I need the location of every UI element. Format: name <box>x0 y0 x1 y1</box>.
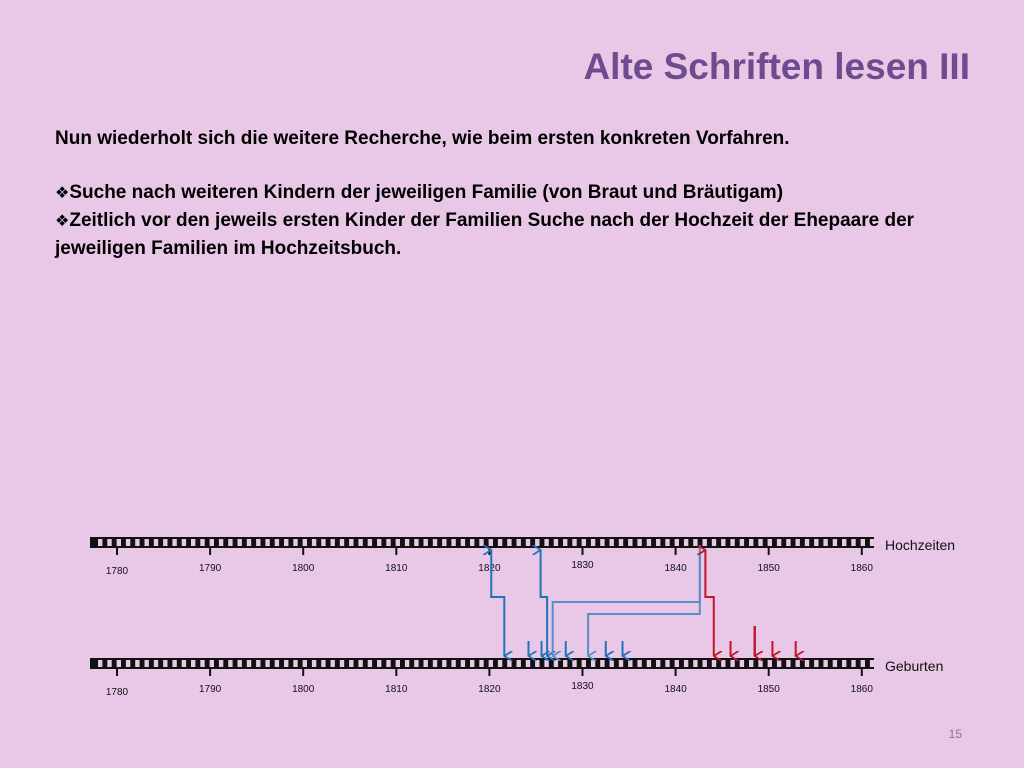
bullet-2-text: Zeitlich vor den jeweils ersten Kinder der Familien Suche nach der Hochzeit der Ehepaare der jeweiligen Familien im Hochzeitsbuch. <box>55 210 915 259</box>
weddings-film-hole <box>507 539 511 546</box>
weddings-film-hole <box>498 539 502 546</box>
weddings-film-hole <box>293 539 297 546</box>
births-film-hole <box>293 660 297 667</box>
weddings-film-hole <box>656 539 660 546</box>
births-film-hole <box>796 660 800 667</box>
weddings-film-hole <box>796 539 800 546</box>
births-film-hole <box>117 660 121 667</box>
bullet-1-text: Suche nach weiteren Kindern der jeweiligen Familie (von Braut und Bräutigam) <box>69 182 784 203</box>
weddings-tick-label-1820: 1820 <box>478 563 501 574</box>
births-film-hole <box>833 660 837 667</box>
weddings-film-hole <box>331 539 335 546</box>
births-film-hole <box>256 660 260 667</box>
weddings-film-hole <box>98 539 102 546</box>
intro-paragraph: Nun wiederholt sich die weitere Recherche, wie beim ersten konkreten Vorfahren. <box>55 128 790 149</box>
weddings-film-hole <box>191 539 195 546</box>
weddings-film-hole <box>721 539 725 546</box>
weddings-film-hole <box>712 539 716 546</box>
births-tick-label-1820: 1820 <box>478 684 501 695</box>
weddings-film-hole <box>619 539 623 546</box>
births-film-hole <box>721 660 725 667</box>
weddings-film-hole <box>703 539 707 546</box>
births-film-hole <box>758 660 762 667</box>
weddings-tick-label-1860: 1860 <box>850 563 873 574</box>
page-number: 15 <box>948 727 962 741</box>
births-film-hole <box>517 660 521 667</box>
births-film-hole <box>210 660 214 667</box>
births-film-hole <box>572 660 576 667</box>
births-film-hole <box>675 660 679 667</box>
connection-arrow-blue <box>541 550 548 656</box>
births-film-hole <box>321 660 325 667</box>
weddings-film-hole <box>554 539 558 546</box>
births-tick-label-1800: 1800 <box>292 684 315 695</box>
births-film-hole <box>498 660 502 667</box>
births-film-hole <box>303 660 307 667</box>
weddings-film-hole <box>479 539 483 546</box>
connector-arrows <box>491 545 795 656</box>
births-film-hole <box>851 660 855 667</box>
births-film-hole <box>507 660 511 667</box>
births-film-hole <box>591 660 595 667</box>
weddings-film-hole <box>163 539 167 546</box>
weddings-film-hole <box>842 539 846 546</box>
weddings-film-hole <box>405 539 409 546</box>
births-film-hole <box>433 660 437 667</box>
weddings-film-hole <box>851 539 855 546</box>
diamond-bullet-icon: ❖ <box>55 213 70 230</box>
births-film-hole <box>647 660 651 667</box>
weddings-film-hole <box>349 539 353 546</box>
weddings-film-hole <box>424 539 428 546</box>
births-film-hole <box>730 660 734 667</box>
births-film-hole <box>703 660 707 667</box>
births-film-hole <box>154 660 158 667</box>
weddings-film-hole <box>154 539 158 546</box>
weddings-film-hole <box>265 539 269 546</box>
births-film-hole <box>451 660 455 667</box>
births-tick-label-1810: 1810 <box>385 684 408 695</box>
births-film-hole <box>405 660 409 667</box>
weddings-film-hole <box>693 539 697 546</box>
births-film-hole <box>554 660 558 667</box>
births-film-hole <box>628 660 632 667</box>
diamond-bullet-icon: ❖ <box>55 185 70 202</box>
weddings-film-hole <box>442 539 446 546</box>
weddings-film-hole <box>870 539 874 546</box>
weddings-film-hole <box>451 539 455 546</box>
weddings-film-hole <box>433 539 437 546</box>
connection-arrow-red <box>705 550 713 656</box>
births-film-hole <box>331 660 335 667</box>
weddings-film-hole <box>628 539 632 546</box>
births-tick-label-1840: 1840 <box>664 684 687 695</box>
births-film-hole <box>228 660 232 667</box>
weddings-row-label: Hochzeiten <box>885 537 956 553</box>
weddings-film-hole <box>572 539 576 546</box>
births-film-hole <box>424 660 428 667</box>
births-film-hole <box>126 660 130 667</box>
weddings-film-hole <box>526 539 530 546</box>
slide-title: Alte Schriften lesen III <box>583 46 970 87</box>
weddings-film-hole <box>777 539 781 546</box>
weddings-film-hole <box>610 539 614 546</box>
births-film-hole <box>526 660 530 667</box>
weddings-film-hole <box>637 539 641 546</box>
weddings-film-hole <box>563 539 567 546</box>
weddings-film-hole <box>768 539 772 546</box>
weddings-tick-label-1790: 1790 <box>198 563 222 574</box>
births-film-hole <box>479 660 483 667</box>
weddings-film-hole <box>740 539 744 546</box>
births-film-hole <box>265 660 269 667</box>
births-film-hole <box>284 660 288 667</box>
weddings-film-hole <box>386 539 390 546</box>
weddings-film-hole <box>284 539 288 546</box>
weddings-timeline-bar <box>90 537 874 577</box>
weddings-film-hole <box>749 539 753 546</box>
births-tick-label-1780: 1780 <box>105 687 129 698</box>
births-film-hole <box>777 660 781 667</box>
weddings-film-hole <box>377 539 381 546</box>
weddings-film-hole <box>833 539 837 546</box>
births-film-hole <box>842 660 846 667</box>
births-film-hole <box>712 660 716 667</box>
births-film-hole <box>470 660 474 667</box>
births-film-hole <box>768 660 772 667</box>
weddings-film-hole <box>126 539 130 546</box>
births-film-hole <box>163 660 167 667</box>
births-film-hole <box>637 660 641 667</box>
weddings-film-hole <box>135 539 139 546</box>
weddings-film-hole <box>805 539 809 546</box>
births-film-hole <box>814 660 818 667</box>
births-tick-label-1790: 1790 <box>198 684 222 695</box>
births-tick-label-1830: 1830 <box>571 681 594 692</box>
births-film-hole <box>182 660 186 667</box>
weddings-film-hole <box>591 539 595 546</box>
weddings-film-hole <box>396 539 400 546</box>
births-film-hole <box>563 660 567 667</box>
weddings-tick-label-1800: 1800 <box>292 563 315 574</box>
weddings-tick-label-1780: 1780 <box>105 566 129 577</box>
weddings-film-hole <box>786 539 790 546</box>
births-film-hole <box>870 660 874 667</box>
weddings-film-hole <box>368 539 372 546</box>
weddings-film-hole <box>600 539 604 546</box>
births-film-hole <box>219 660 223 667</box>
births-film-hole <box>600 660 604 667</box>
weddings-film-hole <box>823 539 827 546</box>
births-film-hole <box>544 660 548 667</box>
weddings-film-hole <box>861 539 865 546</box>
weddings-film-hole <box>340 539 344 546</box>
weddings-film-hole <box>814 539 818 546</box>
weddings-film-hole <box>321 539 325 546</box>
weddings-film-hole <box>275 539 279 546</box>
weddings-film-hole <box>414 539 418 546</box>
births-film-hole <box>238 660 242 667</box>
births-film-hole <box>461 660 465 667</box>
weddings-film-hole <box>238 539 242 546</box>
weddings-film-hole <box>684 539 688 546</box>
births-film-hole <box>145 660 149 667</box>
births-film-hole <box>693 660 697 667</box>
births-film-hole <box>340 660 344 667</box>
births-film-hole <box>582 660 586 667</box>
births-film-hole <box>377 660 381 667</box>
births-film-hole <box>358 660 362 667</box>
births-tick-label-1850: 1850 <box>757 684 780 695</box>
births-film-hole <box>489 660 493 667</box>
births-film-hole <box>200 660 204 667</box>
weddings-film-hole <box>172 539 176 546</box>
weddings-film-hole <box>219 539 223 546</box>
weddings-film-hole <box>247 539 251 546</box>
weddings-film-hole <box>145 539 149 546</box>
births-film-hole <box>656 660 660 667</box>
births-film-hole <box>861 660 865 667</box>
births-film-hole <box>247 660 251 667</box>
weddings-film-hole <box>544 539 548 546</box>
births-film-hole <box>172 660 176 667</box>
births-film-hole <box>368 660 372 667</box>
weddings-film-hole <box>758 539 762 546</box>
births-film-hole <box>442 660 446 667</box>
weddings-film-hole <box>117 539 121 546</box>
births-film-hole <box>740 660 744 667</box>
weddings-tick-label-1840: 1840 <box>664 563 687 574</box>
births-timeline-bar <box>90 658 874 698</box>
births-film-hole <box>414 660 418 667</box>
births-film-hole <box>107 660 111 667</box>
weddings-film-hole <box>489 539 493 546</box>
births-film-hole <box>786 660 790 667</box>
births-tick-label-1860: 1860 <box>850 684 873 695</box>
weddings-film-hole <box>665 539 669 546</box>
weddings-tick-label-1850: 1850 <box>757 563 780 574</box>
births-film-hole <box>749 660 753 667</box>
births-film-hole <box>312 660 316 667</box>
births-film-hole <box>823 660 827 667</box>
weddings-film-hole <box>517 539 521 546</box>
weddings-film-hole <box>358 539 362 546</box>
births-film-hole <box>684 660 688 667</box>
weddings-film-hole <box>256 539 260 546</box>
weddings-film-hole <box>182 539 186 546</box>
weddings-film-hole <box>730 539 734 546</box>
connection-arrow-lightblue <box>588 545 700 656</box>
weddings-film-hole <box>210 539 214 546</box>
weddings-tick-label-1830: 1830 <box>571 560 594 571</box>
weddings-film-hole <box>461 539 465 546</box>
weddings-film-hole <box>470 539 474 546</box>
weddings-film-hole <box>107 539 111 546</box>
weddings-film-hole <box>582 539 586 546</box>
weddings-film-hole <box>675 539 679 546</box>
births-film-hole <box>396 660 400 667</box>
births-film-hole <box>610 660 614 667</box>
weddings-tick-label-1810: 1810 <box>385 563 408 574</box>
weddings-film-hole <box>647 539 651 546</box>
births-film-hole <box>535 660 539 667</box>
weddings-film-hole <box>303 539 307 546</box>
weddings-film-hole <box>228 539 232 546</box>
births-film-hole <box>805 660 809 667</box>
births-film-hole <box>349 660 353 667</box>
births-row-label: Geburten <box>885 658 944 674</box>
weddings-film-hole <box>200 539 204 546</box>
births-film-hole <box>275 660 279 667</box>
births-film-hole <box>135 660 139 667</box>
births-film-hole <box>191 660 195 667</box>
weddings-film-hole <box>312 539 316 546</box>
births-film-hole <box>619 660 623 667</box>
weddings-film-hole <box>535 539 539 546</box>
births-film-hole <box>386 660 390 667</box>
births-film-hole <box>98 660 102 667</box>
births-film-hole <box>665 660 669 667</box>
